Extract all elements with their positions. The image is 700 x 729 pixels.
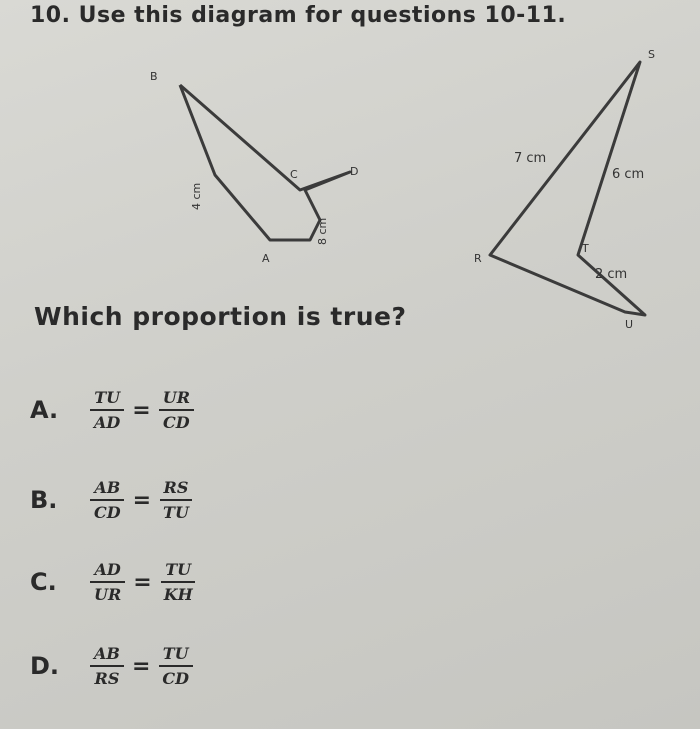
denominator: CD — [162, 669, 189, 688]
denominator: RS — [94, 669, 120, 688]
label-2cm: 2 cm — [595, 267, 628, 282]
choice-letter: D. — [30, 652, 60, 680]
numerator: AB — [90, 478, 124, 501]
denominator: AD — [94, 413, 121, 432]
label-left-4cm: 4 cm — [190, 182, 203, 210]
fraction-left — [90, 388, 124, 432]
left-shape-outline — [180, 85, 350, 240]
numerator: TU — [159, 644, 193, 667]
equals-sign: = — [131, 653, 151, 679]
denominator: CD — [163, 413, 190, 432]
choice-b[interactable] — [30, 478, 193, 522]
choice-letter: A. — [30, 396, 59, 424]
question-header: 10. Use this diagram for questions 10-11. — [30, 3, 567, 28]
denominator: KH — [163, 585, 193, 604]
numerator: AB — [90, 644, 124, 667]
equals-sign: = — [133, 569, 152, 595]
label-A: A — [262, 252, 270, 265]
label-6cm: 6 cm — [612, 167, 645, 182]
label-R: R — [474, 252, 482, 265]
label-S: S — [648, 48, 655, 61]
choice-letter: C. — [30, 568, 57, 596]
fraction-right — [159, 388, 194, 432]
label-C: C — [290, 168, 298, 181]
label-left-8cm: 8 cm — [316, 217, 329, 245]
equals-sign: = — [132, 397, 151, 423]
label-T: T — [582, 242, 589, 255]
fraction-right — [158, 644, 193, 688]
numerator: TU — [90, 388, 124, 411]
choice-a[interactable] — [30, 388, 194, 432]
fraction-left — [90, 478, 125, 522]
fraction-right — [160, 560, 197, 604]
label-B: B — [150, 70, 158, 83]
fraction-right — [159, 478, 193, 522]
equals-sign: = — [132, 487, 152, 513]
fraction-left — [90, 644, 124, 688]
choice-d[interactable] — [30, 644, 193, 688]
choice-letter: B. — [30, 486, 58, 514]
numerator: RS — [160, 478, 193, 501]
denominator: UR — [94, 585, 122, 604]
question-text: Which proportion is true? — [34, 302, 407, 331]
denominator: CD — [94, 503, 121, 522]
numerator: AD — [90, 560, 124, 583]
label-7cm: 7 cm — [514, 151, 547, 166]
label-D: D — [350, 165, 359, 178]
denominator: TU — [163, 503, 189, 522]
choice-c[interactable] — [30, 560, 197, 604]
fraction-left — [90, 560, 125, 604]
numerator: TU — [161, 560, 195, 583]
numerator: UR — [159, 388, 194, 411]
label-U: U — [625, 318, 634, 331]
